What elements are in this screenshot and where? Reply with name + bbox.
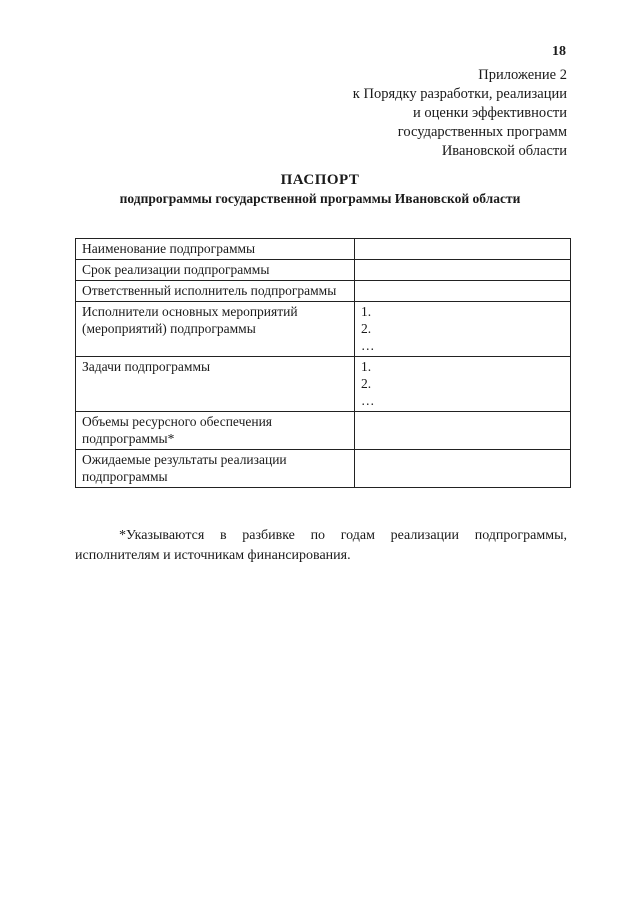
title-block [0, 170, 640, 208]
row-value [355, 302, 571, 357]
table-row [76, 357, 571, 412]
row-label: Задачи подпрограммы [76, 357, 355, 412]
value-line: 1. [361, 304, 372, 319]
footnote: *Указываются в разбивке по годам реализации подпрограммы, исполнителям и источникам финансирования. [75, 528, 567, 563]
table-row [76, 302, 571, 357]
appendix-line: государственных программ [397, 124, 567, 140]
table-row [76, 412, 571, 450]
row-label: Срок реализации подпрограммы [76, 260, 355, 281]
table-row [76, 260, 571, 281]
passport-table [75, 238, 571, 488]
row-value [355, 450, 571, 488]
row-value [355, 239, 571, 260]
row-label: Ответственный исполнитель подпрограммы [76, 281, 355, 302]
value-line: 1. [361, 359, 372, 374]
row-label: Исполнители основных мероприятий (мероприятий) подпрограммы [76, 302, 355, 357]
document-subtitle: подпрограммы государственной программы Ивановской области [119, 191, 521, 206]
row-label: Наименование подпрограммы [76, 239, 355, 260]
row-value [355, 412, 571, 450]
row-value [355, 281, 571, 302]
row-value [355, 260, 571, 281]
value-line: 2. [361, 321, 372, 336]
table-row [76, 281, 571, 302]
appendix-line: и оценки эффективности [413, 105, 567, 121]
table-row [76, 239, 571, 260]
appendix-line: Ивановской области [441, 143, 567, 159]
appendix-block [353, 66, 567, 161]
page-number: 18 [552, 44, 566, 59]
value-line: 2. [361, 376, 372, 391]
row-value [355, 357, 571, 412]
appendix-line: к Порядку разработки, реализации [352, 86, 567, 102]
appendix-line: Приложение 2 [478, 67, 567, 83]
value-line: … [361, 393, 375, 408]
row-label: Объемы ресурсного обеспечения подпрограммы* [76, 412, 355, 450]
value-line: … [361, 338, 375, 353]
row-label: Ожидаемые результаты реализации подпрограммы [76, 450, 355, 488]
table-row [76, 450, 571, 488]
document-title: ПАСПОРТ [280, 172, 360, 188]
